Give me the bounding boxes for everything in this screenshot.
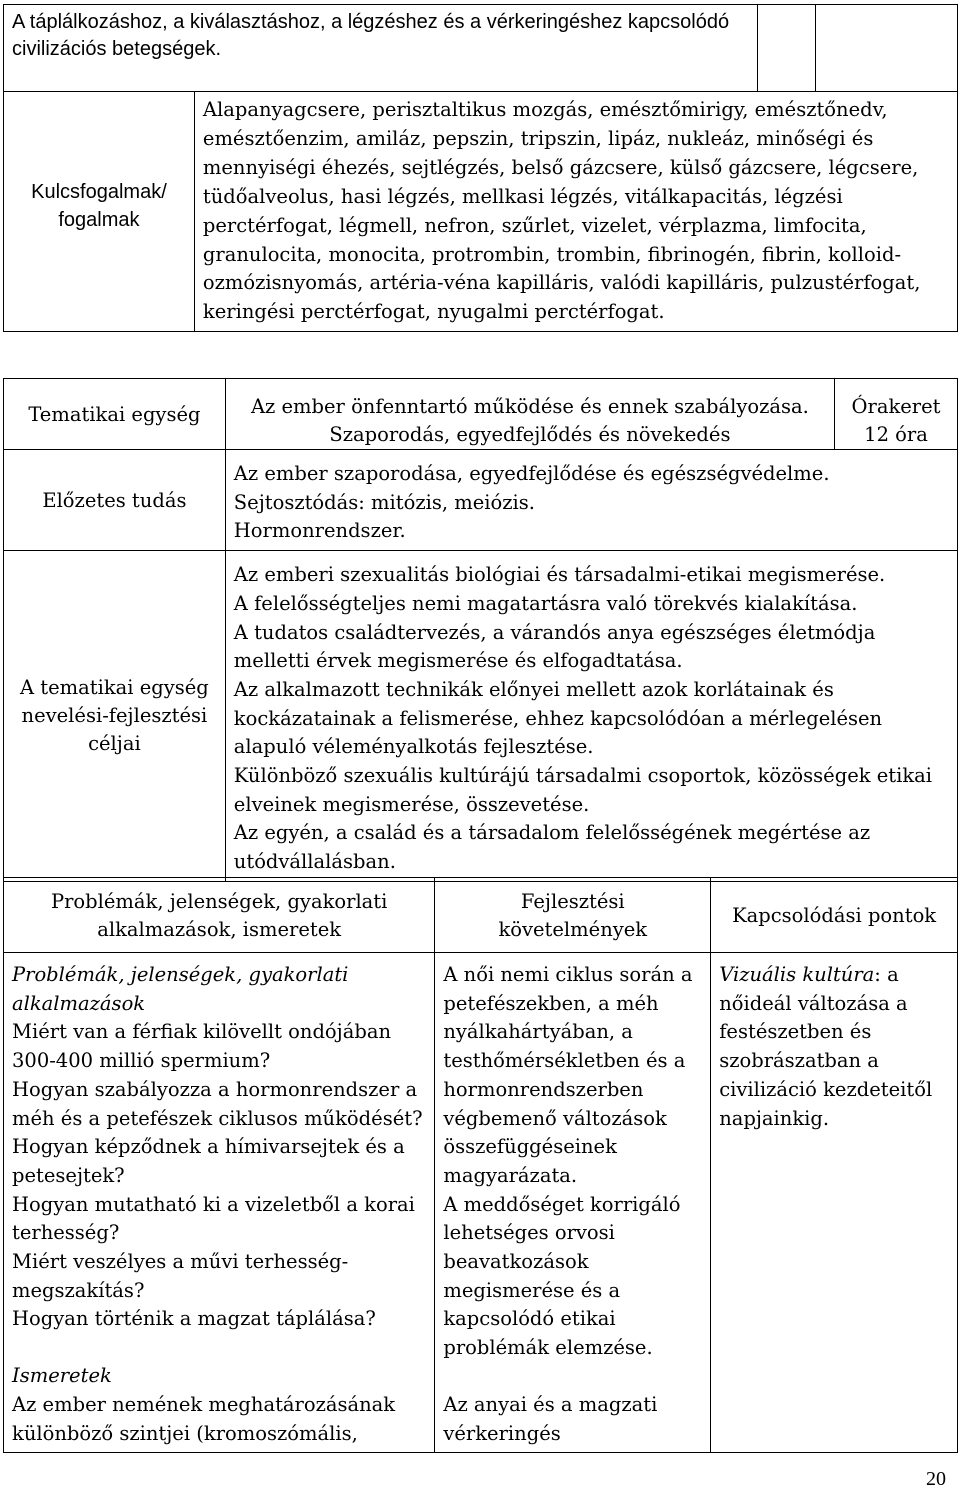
prior-item: Sejtosztódás: mitózis, meiózis.: [233, 490, 535, 514]
key-concepts-label-line1: Kulcsfogalmak/: [31, 180, 167, 203]
goal-item: Az emberi szexualitás biológiai és társadalmi-etikai megismerése.: [233, 563, 886, 587]
key-concepts-cell: [194, 92, 957, 332]
col3-content-cell: [711, 953, 958, 1453]
prior-knowledge-label: Előzetes tudás: [42, 488, 187, 512]
question-item: Hogyan képződnek a hímivarsejtek és a petesejtek?: [12, 1135, 405, 1187]
col2-content-cell: [435, 953, 711, 1453]
diseases-text: A táplálkozáshoz, a kiválasztáshoz, a légzéshez és a vérkeringéshez kapcsolódó civilizációs betegségek.: [12, 11, 730, 60]
goal-item: A tudatos családtervezés, a várandós anya egészséges életmódja melletti érvek megismerése és elfogadtatása.: [233, 620, 876, 673]
prior-item: Hormonrendszer.: [233, 519, 406, 543]
prior-item: Az ember szaporodása, egyedfejlődése és egészségvédelme.: [233, 462, 830, 485]
connection-subject: Vizuális kultúra: [719, 963, 875, 986]
knowledge-text: Az ember nemének meghatározásának különböző szintjei (kromoszómális,: [12, 1392, 396, 1445]
goal-item: A felelősségteljes nemi magatartásra való törekvés kialakítása.: [233, 591, 858, 615]
goals-label-line1: A tematikai egység: [20, 675, 209, 699]
unit-table: [3, 378, 958, 882]
requirement-item: Az anyai és a magzati vérkeringés: [443, 1392, 658, 1445]
goal-item: Az egyén, a család és a társadalom felelősségének megértése az utódvállalásban.: [233, 821, 871, 874]
col1-header-cell: [4, 878, 435, 953]
question-item: Miért van a férfiak kilövellt ondójában 300-400 millió spermium?: [12, 1020, 392, 1073]
goals-cell: [225, 551, 957, 882]
prior-knowledge-cell: [225, 450, 957, 551]
col3-header-cell: [711, 878, 958, 953]
content-table: [3, 877, 958, 1453]
connection-text: [711, 953, 957, 1137]
hours-label: Órakeret: [851, 395, 941, 418]
col1-content-cell: [4, 953, 435, 1453]
requirement-item: A meddőséget korrigáló lehetséges orvosi beavatkozások megismerése és a kapcsolódó etikai problémák elemzése.: [443, 1192, 681, 1360]
goals-label-cell: [4, 551, 226, 882]
thematic-title-line1: Az ember önfenntartó működése és ennek szabályozása.: [250, 395, 809, 418]
hours-cell: [835, 379, 958, 450]
page-number: 20: [926, 1468, 946, 1490]
empty-right-cell: [758, 5, 958, 92]
connection-body: : a nőideál változása a festészetben és szobrászatban a civilizáció kezdeteitől napjainkig.: [719, 963, 933, 1130]
goal-item: Különböző szexuális kultúrájú társadalmi csoportok, közösségek etikai elveinek megismerése, összevetése.: [233, 764, 933, 816]
thematic-label: Tematikai egység: [28, 402, 201, 426]
col2-header-cell: [435, 878, 711, 953]
knowledge-subheading: Ismeretek: [12, 1364, 112, 1388]
question-item: Miért veszélyes a művi terhesség-megszakítás?: [12, 1250, 349, 1302]
question-item: Hogyan történik a magzat táplálása?: [12, 1307, 376, 1331]
key-concepts-table: [3, 4, 958, 332]
col2-header: Fejlesztési követelmények: [498, 890, 648, 941]
goals-label-line2: nevelési-fejlesztési: [21, 703, 208, 727]
diseases-cell: [4, 5, 758, 92]
question-item: Hogyan szabályozza a hormonrendszer a méh és a petefészek ciklusos működését?: [12, 1077, 423, 1130]
key-concepts-text: Alapanyagcsere, perisztaltikus mozgás, emésztőmirigy, emésztőnedv, emésztőenzim, amiláz, pepszin, tripszin, lipáz, nukleáz, minőségi és mennyiségi éhezés, sejtlégzés, belső gázcsere, külső gázcsere, légcsere, tüdőalveolus, hasi légzés, mellkasi légzés, vitálkapacitás, légzési perctérfogat, légmell, nefron, szűrlet, vizelet, vérplazma, limfocita, granulocita, monocita, protrombin, trombin, fibrinogén, fibrin, kolloid-ozmózisnyomás, artéria-véna kapilláris, valódi kapilláris, pulzustérfogat, keringési perctérfogat, nyugalmi perctérfogat.: [202, 98, 921, 324]
problems-subheading: Problémák, jelenségek, gyakorlati alkalmazások: [12, 963, 349, 1015]
key-concepts-label-line2: fogalmak: [58, 208, 140, 231]
question-item: Hogyan mutatható ki a vizeletből a korai terhesség?: [12, 1192, 415, 1245]
col1-header: Problémák, jelenségek, gyakorlati alkalmazások, ismeretek: [50, 890, 388, 941]
col3-header: Kapcsolódási pontok: [732, 903, 937, 927]
hours-value: 12 óra: [864, 423, 928, 446]
thematic-title-cell: [225, 379, 834, 450]
thematic-label-cell: [4, 379, 226, 450]
thematic-title-line2: Szaporodás, egyedfejlődés és növekedés: [329, 423, 731, 446]
goals-label-line3: céljai: [88, 731, 141, 755]
prior-knowledge-label-cell: [4, 450, 226, 551]
requirement-item: A női nemi ciklus során a petefészekben, a méh nyálkahártyában, a testhőmérsékletben és a hormonrendszerben végbemenő változások összefüggéseinek magyarázata.: [443, 963, 693, 1187]
key-concepts-label-cell: [4, 92, 195, 332]
goal-item: Az alkalmazott technikák előnyei mellett azok korlátainak és kockázatainak a felismerése, ehhez kapcsolódóan a mérlegelésen alapuló véleményalkotás fejlesztése.: [233, 677, 883, 759]
